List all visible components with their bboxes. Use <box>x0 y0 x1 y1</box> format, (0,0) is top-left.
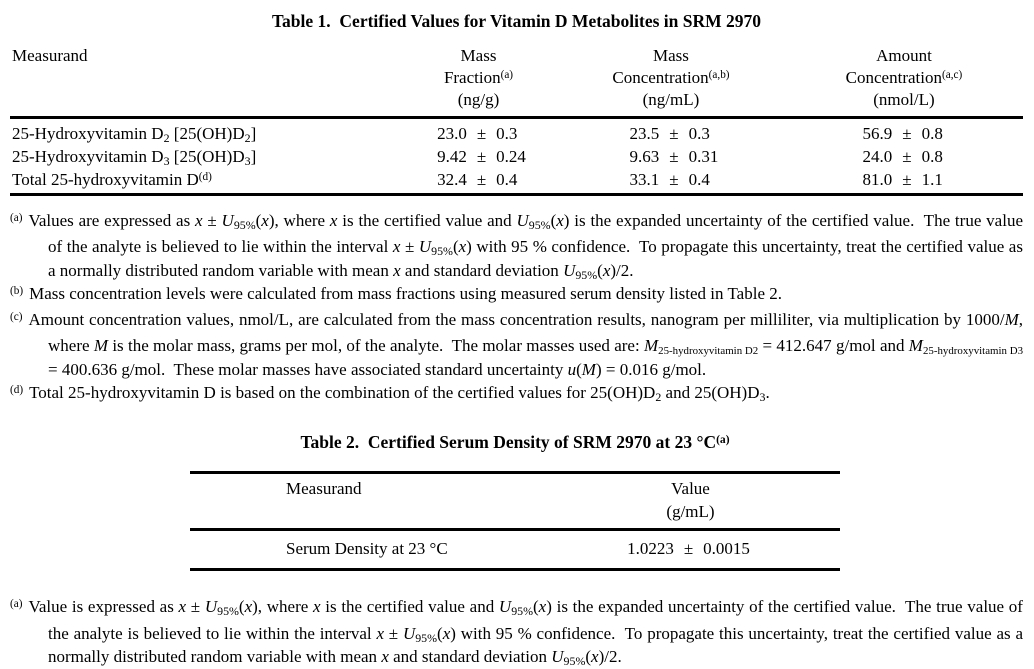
footnote-text: Values are expressed as $x \pm U_{95\%}(x)$, where x is the certified value and $U_{95\%}(x)$ is the expanded uncertainty of the certified value. The true value of the analyte is believed to lie within the interval $x \pm U_{95\%}(x)$ with 95 % confidence. To propagate this uncertainty, treat the certified value as a normally distributed random variable with mean x and standard deviation $U_{95\%}(x)/2$. <box>28 211 1023 282</box>
plus-minus-sign: ± <box>669 124 679 143</box>
table1-header-row <box>10 45 1023 118</box>
amount-concentration-cell <box>785 118 1023 146</box>
value: 9.42 <box>437 147 467 166</box>
table2-header-row <box>190 473 840 530</box>
table2-block <box>190 431 840 571</box>
footnote-marker: (d) <box>10 384 24 397</box>
table2-header-value <box>541 473 840 530</box>
uncertainty: 0.31 <box>688 147 719 166</box>
plus-minus-sign: ± <box>669 147 679 166</box>
table-row <box>10 145 1023 168</box>
mass-fraction-cell <box>400 118 557 146</box>
footnote-b <box>10 282 1023 308</box>
header-line: Mass <box>460 46 497 65</box>
uncertainty: 0.3 <box>688 124 710 143</box>
mass-concentration-cell <box>557 168 785 195</box>
table-row <box>10 168 1023 195</box>
footnote-c <box>10 308 1023 381</box>
footnote-text: Mass concentration levels were calculated from mass fractions using measured serum density listed in Table 2. <box>29 283 782 303</box>
footnote-ref: (a,c) <box>941 68 963 81</box>
value-cell <box>541 530 840 570</box>
header-line: Mass <box>653 46 689 65</box>
value: 32.4 <box>437 170 467 189</box>
table1 <box>10 45 1023 196</box>
footnote-marker: (b) <box>10 284 24 297</box>
plus-minus-sign: ± <box>902 147 912 166</box>
header-line: Value <box>671 479 710 499</box>
table2-title: Table 2. Certified Serum Density of SRM 2970 at 23 $^\circ C^{(a)}$ <box>300 432 730 453</box>
value: 81.0 <box>862 170 893 189</box>
value: 23.5 <box>629 124 660 143</box>
uncertainty: 0.4 <box>496 170 518 189</box>
table1-header-mass-fraction <box>400 45 557 118</box>
table1-footnotes <box>10 209 1023 407</box>
header-line: Amount <box>876 46 932 65</box>
footnote-ref: (a,b) <box>708 68 730 81</box>
mass-fraction-cell <box>400 168 557 195</box>
table2-footnotes <box>10 595 1023 668</box>
table-row <box>10 118 1023 146</box>
uncertainty: 0.24 <box>496 147 526 166</box>
uncertainty: 0.8 <box>921 147 943 166</box>
mass-concentration-cell <box>557 118 785 146</box>
uncertainty: 0.8 <box>921 124 943 143</box>
measurand-cell: Total 25-hydroxyvitamin $D^{(d)}$ <box>10 168 400 195</box>
uncertainty: 0.4 <box>688 170 710 189</box>
mass-concentration-cell <box>557 145 785 168</box>
plus-minus-sign: ± <box>669 170 679 189</box>
footnote-marker: (a) <box>10 211 23 224</box>
uncertainty: 0.0015 <box>703 539 750 559</box>
footnote-text: Amount concentration values, nmol/L, are calculated from the mass concentration results, nanogram per milliliter, via multiplication by 1000/M, where M is the molar mass, grams per mol, of the analyte. The molar masses used are: $M_{25-hydroxyvitamin D2} = 412.647$ g/mol and $M_{25-hydroxyvitamin D3} = 400.636$ g/mol. These molar masses have associated standard uncertainty u(M) = 0.016 g/mol. <box>28 310 1024 379</box>
footnote-a <box>10 595 1023 668</box>
plus-minus-sign: ± <box>902 124 912 143</box>
value: 33.1 <box>629 170 660 189</box>
footnote-text: Value is expressed as $x \pm U_{95\%}(x)$, where x is the certified value and $U_{95\%}(x)$ is the expanded uncertainty of the certified value. The true value of the analyte is believed to lie within the interval $x \pm U_{95\%}(x)$ with 95 % confidence. To propagate this uncertainty, treat the certified value as a normally distributed random variable with mean x and standard deviation $U_{95\%}(x)/2$. <box>28 597 1023 668</box>
measurand-cell: 25-Hydroxyvitamin $D_3$ $[25(OH)D_3]$ <box>12 147 257 168</box>
value: 9.63 <box>629 147 660 166</box>
header-line: Concentration <box>612 68 709 87</box>
uncertainty: 0.3 <box>496 124 518 143</box>
footnote-d <box>10 381 1023 407</box>
measurand-cell: 25-Hydroxyvitamin $D_2$ $[25(OH)D_2]$ <box>12 124 257 145</box>
table1-header-amount-concentration <box>785 45 1023 118</box>
measurand-cell: Serum Density at 23 °C <box>190 530 541 570</box>
header-unit: (g/mL) <box>666 502 715 522</box>
plus-minus-sign: ± <box>476 124 487 143</box>
footnote-text: Total 25-hydroxyvitamin D is based on the combination of the certified values for $25(OH)D_2$ and $25(OH)D_3$. <box>29 383 770 405</box>
header-line: Concentration <box>845 68 942 87</box>
header-unit: (ng/g) <box>457 90 500 109</box>
header-unit: (ng/mL) <box>642 90 700 109</box>
plus-minus-sign: ± <box>902 170 912 189</box>
value: 24.0 <box>862 147 893 166</box>
header-unit: (nmol/L) <box>873 90 935 109</box>
footnote-ref: (a) <box>500 68 514 81</box>
value: 23.0 <box>437 124 467 143</box>
mass-fraction-cell <box>400 145 557 168</box>
footnote-a <box>10 209 1023 282</box>
plus-minus-sign: ± <box>476 170 487 189</box>
footnote-marker: (c) <box>10 311 23 324</box>
footnote-marker: (a) <box>10 598 23 611</box>
header-line: Fraction <box>443 68 501 87</box>
table1-header-mass-concentration <box>557 45 785 118</box>
plus-minus-sign: ± <box>476 147 487 166</box>
table2 <box>190 471 840 571</box>
amount-concentration-cell <box>785 168 1023 195</box>
value: 56.9 <box>862 124 893 143</box>
value: 1.0223 <box>627 539 674 559</box>
table-row <box>190 530 840 570</box>
amount-concentration-cell <box>785 145 1023 168</box>
table1-title: Table 1. Certified Values for Vitamin D Metabolites in SRM 2970 <box>271 11 762 31</box>
table1-header-measurand: Measurand <box>10 45 400 118</box>
uncertainty: 1.1 <box>921 170 943 189</box>
plus-minus-sign: ± <box>683 539 694 559</box>
table2-header-measurand: Measurand <box>190 473 541 530</box>
